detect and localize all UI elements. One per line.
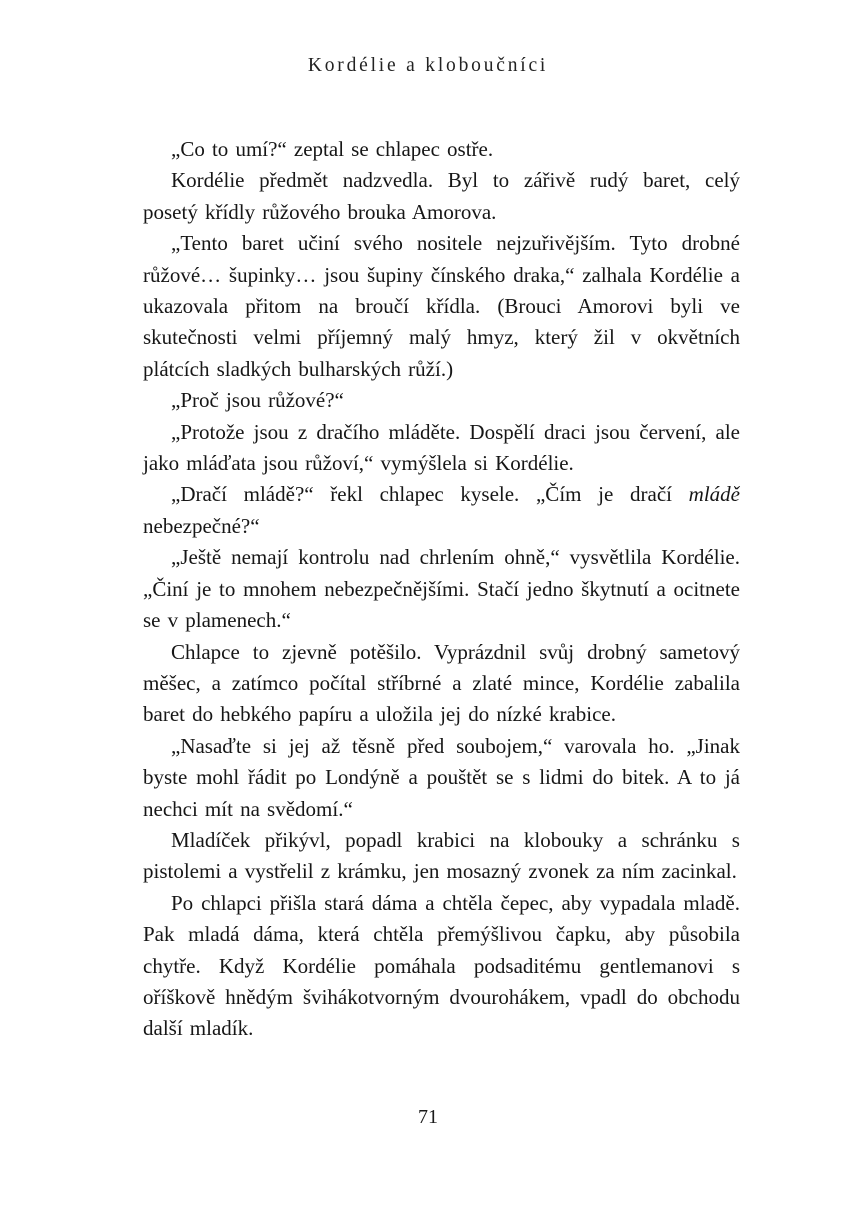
text-run: nebezpečné?“	[143, 513, 260, 538]
text-run: Chlapce to zjevně potěšilo. Vyprázdnil svůj drobný sametový měšec, a zatímco počítal stříbrné a zlaté mince, Kordélie zabalila baret do hebkého papíru a uložila jej do nízké krabice.	[143, 639, 740, 727]
paragraph	[143, 165, 740, 228]
paragraph	[143, 417, 740, 480]
text-run: „Ještě nemají kontrolu nad chrlením ohně,“ vysvětlila Kordélie. „Činí je to mnohem nebezpečnějšími. Stačí jedno škytnutí a ocitnete se v plamenech.“	[143, 545, 740, 633]
text-run: Kordélie předmět nadzvedla. Byl to zářivě rudý baret, celý posetý křídly růžového brouka Amorova.	[143, 168, 740, 224]
paragraph	[143, 134, 740, 165]
paragraph	[143, 542, 740, 636]
text-run: „Nasaďte si jej až těsně před soubojem,“ varovala ho. „Jinak byste mohl řádit po Londýně a pouštět se s lidmi do bitek. A to já nechci mít na svědomí.“	[143, 733, 740, 821]
text-block	[143, 134, 740, 1045]
paragraph	[143, 637, 740, 731]
text-run: Po chlapci přišla stará dáma a chtěla čepec, aby vypadala mladě. Pak mladá dáma, která chtěla přemýšlivou čapku, aby působila chytře. Když Kordélie pomáhala podsaditému gentlemanovi s oříškově hnědým švihákotvorným dvourohákem, vpadl do obchodu další mladík.	[143, 890, 740, 1041]
paragraph	[143, 825, 740, 888]
italic-text-run: mládě	[688, 482, 740, 507]
text-run: „Dračí mládě?“ řekl chlapec kysele. „Čím je dračí	[171, 482, 689, 507]
text-run: „Tento baret učiní svého nositele nejzuřivějším. Tyto drobné růžové… šupinky… jsou šupiny čínského draka,“ zalhala Kordélie a ukazovala přitom na broučí křídla. (Brouci Amorovi byli ve skutečnosti velmi příjemný malý hmyz, který žil v okvětních plátcích sladkých bulharských růží.)	[143, 231, 740, 381]
text-run: „Proč jsou růžové?“	[171, 388, 344, 413]
paragraph	[143, 731, 740, 825]
text-run: „Co to umí?“ zeptal se chlapec ostře.	[171, 137, 494, 161]
text-run: „Protože jsou z dračího mláděte. Dospělí draci jsou červení, ale jako mláďata jsou růžoví,“ vymýšlela si Kordélie.	[143, 419, 740, 476]
paragraph	[143, 228, 740, 385]
paragraph	[143, 479, 740, 542]
page-number: 71	[418, 1106, 438, 1128]
running-header: Kordélie a kloboučníci	[307, 55, 549, 76]
text-run: Mladíček přikývl, popadl krabici na klobouky a schránku s pistolemi a vystřelil z krámku, jen mosazný zvonek za ním zacinkal.	[143, 827, 740, 884]
paragraph	[143, 888, 740, 1045]
paragraph	[143, 385, 740, 416]
